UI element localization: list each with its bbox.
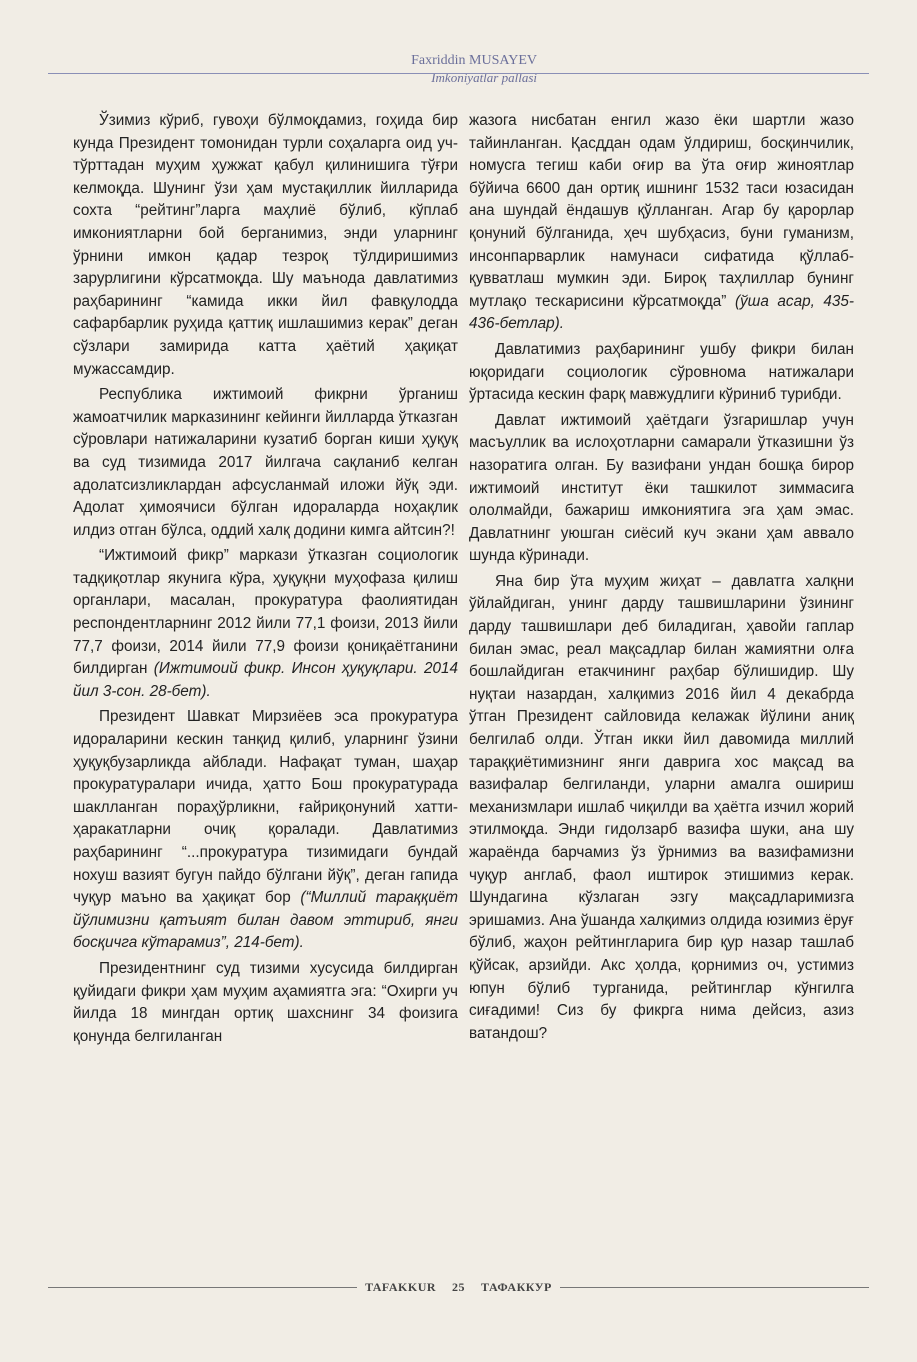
paragraph: Президентнинг суд тизими хусусида билдирган қуйидаги фикри ҳам муҳим аҳамиятга эга: “Охирги уч йилда 18 мингдан ортиқ шахснинг 34 фоизига қонунда белгиланган: [73, 959, 458, 1045]
header-author: Faxriddin MUSAYEV: [411, 53, 537, 68]
paragraph: Президент Шавкат Мирзиёев эса прокуратура идораларини кескин танқид қилиб, уларнинг ўзини ҳуқуқбузарликда айблади. Нафақат туман, шаҳар прокуратуралари ичида, ҳатто Бош прокуратурада шаклланган пораҳўрликни, ғайриқонуний хатти-ҳаракатларни очиқ қоралади. Давлатимиз раҳбарининг “...прокуратура тизимидаги бундай нохуш вазият бугун пайдо бўлгани йўқ”, деган гапида чуқур маъно ва ҳақиқат бор (“Миллий тараққиёт йўлимизни қатъият билан давом эттириб, янги босқичга кўтарамиз”, 214-бет).: [73, 708, 458, 952]
right-column: [469, 110, 854, 1045]
paragraph: Яна бир ўта муҳим жиҳат – давлатга халқни ўйлайдиган, унинг дарду ташвишларини ўзининг дарду ташвишлари деб биладиган, ҳавойи гаплар билан эмас, реал мақсадлар билан жамиятни олға бошлайдиган етакчининг раҳбар бўлишидир. Шу нуқтаи назардан, халқимиз 2016 йил 4 декабрда ўтган Президент сайловида келажак йўлини аниқ белгилаб олди. Ўтган икки йил давомида миллий тараққиётимизнинг янги даврига хос мақсад ва вазифалар белгиланди, уларни амалга ошириш механизмлари ишлаб чиқилди ва ҳаётга изчил жорий этилмоқда. Энди гидолзарб вазифа шуки, ана шу жараёнда барчамиз ўз ўрнимиз ва вазифамизни чуқур англаб, фаол иштирок этишимиз керак. Шундагина кўзлаган эзгу мақсадларимизга эришамиз. Ана ўшанда халқимиз олдида юзимиз ёруғ бўлиб, жаҳон рейтингларига бир қур назар ташлаб қўйсак, арзийди. Акс ҳолда, қорнимиз оч, устимиз юпун бўлиб турганида, рейтинглар кўнгилга сиғадими! Сиз бу фикрга нима дейсиз, азиз ватандош?: [469, 572, 854, 1042]
citation: (ўша асар, 435-436-бетлар).: [469, 292, 854, 333]
page-footer: [48, 1280, 869, 1295]
citation: (“Миллий тараққиёт йўлимизни қатъият билан давом эттириб, янги босқичга кўтарамиз”, 214-бет).: [73, 889, 458, 952]
footer-rule-right: [560, 1287, 869, 1288]
paragraph: Давлатимиз раҳбарининг ушбу фикри билан юқоридаги социологик сўровнома натижалари ўртасида кескин фарқ мавжудлиги кўриниб турибди.: [469, 340, 854, 404]
paragraph: Давлат ижтимоий ҳаётдаги ўзгаришлар учун масъуллик ва ислоҳотларни самарали ўтказишни ўз назоратига олган. Бу вазифани ундан бошқа бирор ижтимоий институт ёки ташкилот зиммасига ололмайди, бажариш имкониятига эга ҳам эмас. Давлатнинг уюшган сиёсий куч экани ҳам аввало шунда кўринади.: [469, 411, 854, 565]
footer-rule-left: [48, 1287, 357, 1288]
left-column: [73, 110, 458, 1048]
paragraph: Ўзимиз кўриб, гувоҳи бўлмоқдамиз, гоҳида бир кунда Президент томонидан турли соҳаларга оид уч-тўрттадан муҳим ҳужжат қабул қилинишига тўғри келмоқда. Шунинг ўзи ҳам мустақиллик йилларида сохта “рейтинг”ларга маҳлиё бўлиб, кўплаб имкониятларни бой берганимиз, энди уларнинг ўрнини имкон қадар тезроқ тўлдиришимиз зарурлигини кўрсатмоқда. Шу маънода давлатимиз раҳбарининг “камида икки йил фавқулодда сафарбарлик руҳида қаттиқ ишлашимиз керак” деган сўзлари замирида катта ҳаётий ҳақиқат мужассамдир.: [73, 112, 458, 378]
page-number: 25: [452, 1280, 466, 1294]
footer-journal-cyrillic: ТАФАККУР: [481, 1280, 552, 1294]
paragraph: Республика ижтимоий фикрни ўрганиш жамоатчилик марказининг кейинги йилларда ўтказган сўровлари натижаларини кузатиб борган киши ҳуқуқ ва суд тизимида 2017 йилгача сақланиб келган адолатсизликлардан афсусланмай иложи йўқ эди. Адолат ҳимоячиси бўлган идораларда ноҳақлик илдиз отган бўлса, оддий халқ додини кимга айтсин?!: [73, 386, 458, 539]
citation: (Ижтимоий фикр. Инсон ҳуқуқлари. 2014 йил 3-сон. 28-бет).: [73, 660, 458, 700]
paragraph: “Ижтимоий фикр” маркази ўтказган социологик тадқиқотлар якунига кўра, ҳуқуқни муҳофаза қилиш органлари, масалан, прокуратура фаолиятидан респондентларнинг 2012 йили 77,1 фоизи, 2013 йили 77,7 фоизи, 2014 йили 77,9 фоизи қониқаётганини билдирган (Ижтимоий фикр. Инсон ҳуқуқлари. 2014 йил 3-сон. 28-бет).: [73, 547, 458, 700]
footer-journal-latin: TAFAKKUR: [365, 1280, 437, 1294]
header-subtitle: Imkoniyatlar pallasi: [431, 70, 537, 85]
running-header: [0, 52, 917, 86]
header-rule: [48, 73, 869, 74]
paragraph-continued: жазога нисбатан енгил жазо ёки шартли жазо тайинланган. Қасддан одам ўлдириш, босқинчилик, номусга тегиш каби оғир ва ўта оғир жиноятлар бўйича 6600 дан ортиқ ишнинг 1532 таси юзасидан ана шундай ёндашув қўлланган. Агар бу қарорлар қонуний бўлганида, ҳеч шубҳасиз, буни гуманизм, инсонпарварлик намунаси сифатида қўллаб-қувватлаш мумкин эди. Бироқ таҳлиллар бунинг мутлақо тескарисини кўрсатмоқда” (ўша асар, 435-436-бетлар).: [469, 112, 854, 333]
